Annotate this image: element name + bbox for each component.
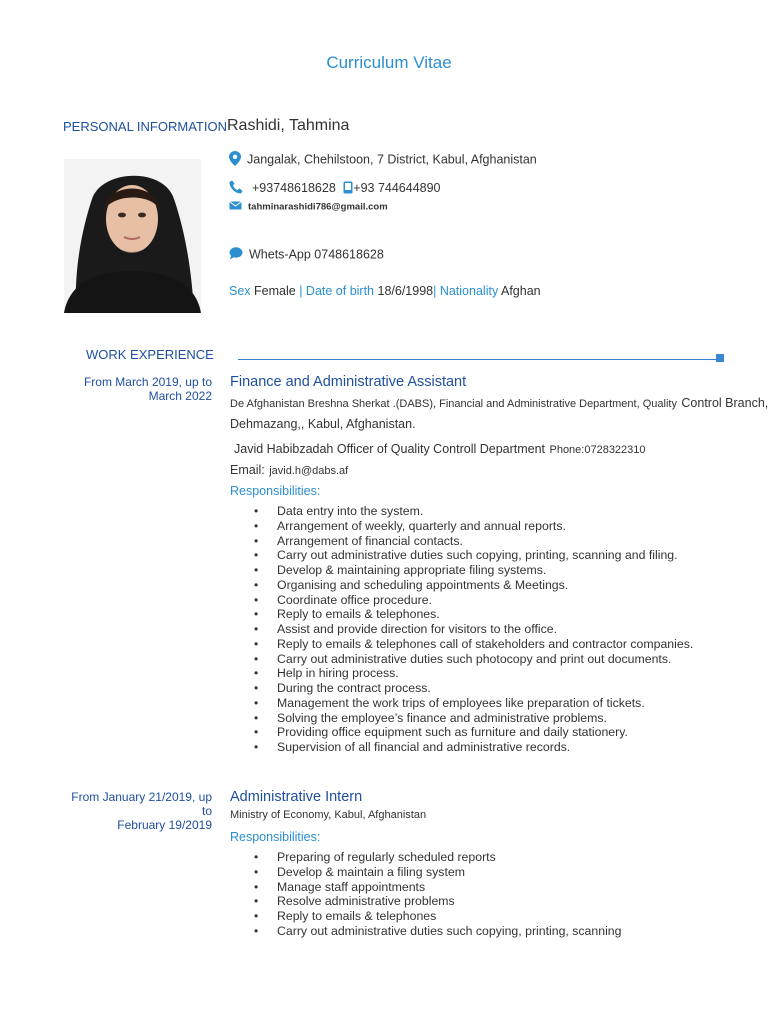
job1-email-label: Email: bbox=[230, 463, 265, 477]
job1-contact-phone: Phone:0728322310 bbox=[549, 444, 646, 456]
job1-date-end: March 2022 bbox=[148, 389, 212, 403]
cv-title: Curriculum Vitae bbox=[326, 53, 452, 72]
job1-responsibility-item: • Organising and scheduling appointments & Meetings. bbox=[254, 578, 693, 593]
whatsapp-text: Whets-App 0748618628 bbox=[249, 247, 384, 262]
portrait-illustration bbox=[64, 159, 201, 313]
job2-employer: Ministry of Economy, Kabul, Afghanistan bbox=[230, 809, 427, 821]
job1-date-start: From March 2019, up to bbox=[83, 375, 212, 389]
job1-responsibility-item: • Coordinate office procedure. bbox=[254, 593, 693, 608]
job1-responsibility-item: • Reply to emails & telephones. bbox=[254, 607, 693, 622]
job2-responsibility-item: • Develop & maintain a filing system bbox=[254, 865, 622, 880]
personal-details-row bbox=[229, 284, 541, 298]
dob-value: 18/6/1998 bbox=[377, 284, 434, 298]
job2-responsibilities-label: Responsibilities: bbox=[230, 830, 321, 844]
job1-responsibility-item: • Solving the employee’s finance and administrative problems. bbox=[254, 711, 693, 726]
job1-responsibilities-label: Responsibilities: bbox=[230, 484, 321, 498]
whatsapp-row bbox=[229, 247, 384, 263]
job1-employer-branch: Control Branch, bbox=[681, 396, 768, 410]
mobile-phone-icon bbox=[343, 181, 353, 197]
divider-marker bbox=[716, 354, 724, 362]
dob-label: | Date of birth bbox=[299, 284, 375, 298]
job2-responsibility-item: • Preparing of regularly scheduled reports bbox=[254, 850, 622, 865]
job1-responsibility-item: • Supervision of all financial and administrative records. bbox=[254, 740, 693, 755]
sex-label: Sex bbox=[229, 284, 251, 298]
email-row bbox=[229, 201, 388, 213]
job1-responsibility-item: • Develop & maintaining appropriate filing systems. bbox=[254, 563, 693, 578]
job1-responsibility-item: • Reply to emails & telephones call of stakeholders and contractor companies. bbox=[254, 637, 693, 652]
job1-responsibility-item: • Help in hiring process. bbox=[254, 666, 693, 681]
job1-responsibility-item: • Carry out administrative duties such copying, printing, scanning and filing. bbox=[254, 548, 693, 563]
phone-icon bbox=[229, 180, 243, 197]
job1-responsibility-item: • Arrangement of weekly, quarterly and annual reports. bbox=[254, 519, 693, 534]
section-divider bbox=[238, 359, 716, 360]
job1-title: Finance and Administrative Assistant bbox=[230, 374, 467, 390]
job2-date bbox=[62, 790, 212, 832]
candidate-name: Rashidi, Tahmina bbox=[227, 117, 350, 134]
personal-information-label: PERSONAL INFORMATION bbox=[63, 119, 227, 134]
job1-responsibilities-list bbox=[254, 504, 693, 755]
job1-employer bbox=[230, 394, 768, 412]
job1-date bbox=[62, 375, 212, 403]
chat-bubble-icon bbox=[229, 247, 243, 263]
job1-email bbox=[230, 461, 348, 479]
job1-responsibility-item: • Carry out administrative duties such photocopy and print out documents. bbox=[254, 652, 693, 667]
job2-date-end: February 19/2019 bbox=[117, 818, 212, 832]
job1-responsibility-item: • Providing office equipment such as furniture and daily stationery. bbox=[254, 725, 693, 740]
envelope-icon bbox=[229, 201, 242, 213]
job2-responsibility-item: • Carry out administrative duties such copying, printing, scanning bbox=[254, 924, 622, 939]
map-pin-icon bbox=[229, 151, 241, 169]
job2-responsibility-item: • Manage staff appointments bbox=[254, 880, 622, 895]
job1-responsibility-item: • Assist and provide direction for visitors to the office. bbox=[254, 622, 693, 637]
job1-responsibility-item: • Data entry into the system. bbox=[254, 504, 693, 519]
email-address[interactable]: tahminarashidi786@gmail.com bbox=[248, 201, 388, 213]
job2-responsibility-item: • Resolve administrative problems bbox=[254, 894, 622, 909]
nationality-label: | Nationality bbox=[433, 284, 499, 298]
job2-responsibilities-list bbox=[254, 850, 622, 939]
job1-contact bbox=[234, 440, 646, 458]
profile-photo bbox=[64, 159, 201, 313]
job1-responsibility-item: • Management the work trips of employees like preparation of tickets. bbox=[254, 696, 693, 711]
job1-responsibility-item: • During the contract process. bbox=[254, 681, 693, 696]
job1-employer-text: De Afghanistan Breshna Sherkat .(DABS), Financial and Administrative Department, Quality bbox=[230, 398, 677, 410]
mobile-number[interactable]: +93 744644890 bbox=[353, 180, 441, 195]
job1-email-value[interactable]: javid.h@dabs.af bbox=[269, 465, 349, 477]
nationality-value: Afghan bbox=[501, 284, 541, 298]
address-text: Jangalak, Chehilstoon, 7 District, Kabul, Afghanistan bbox=[247, 152, 537, 167]
job2-title: Administrative Intern bbox=[230, 789, 363, 805]
address-row bbox=[229, 151, 537, 169]
work-experience-label: WORK EXPERIENCE bbox=[86, 347, 214, 362]
phone-number[interactable]: +93748618628 bbox=[252, 180, 336, 195]
job2-responsibility-item: • Reply to emails & telephones bbox=[254, 909, 622, 924]
sex-value: Female bbox=[254, 284, 296, 298]
job1-responsibility-item: • Arrangement of financial contacts. bbox=[254, 534, 693, 549]
job1-location: Dehmazang,, Kabul, Afghanistan. bbox=[230, 417, 416, 431]
job1-contact-person: Javid Habibzadah Officer of Quality Controll Department bbox=[234, 442, 546, 456]
phone-row bbox=[229, 180, 441, 197]
job2-date-start: From January 21/2019, up to bbox=[71, 790, 212, 818]
